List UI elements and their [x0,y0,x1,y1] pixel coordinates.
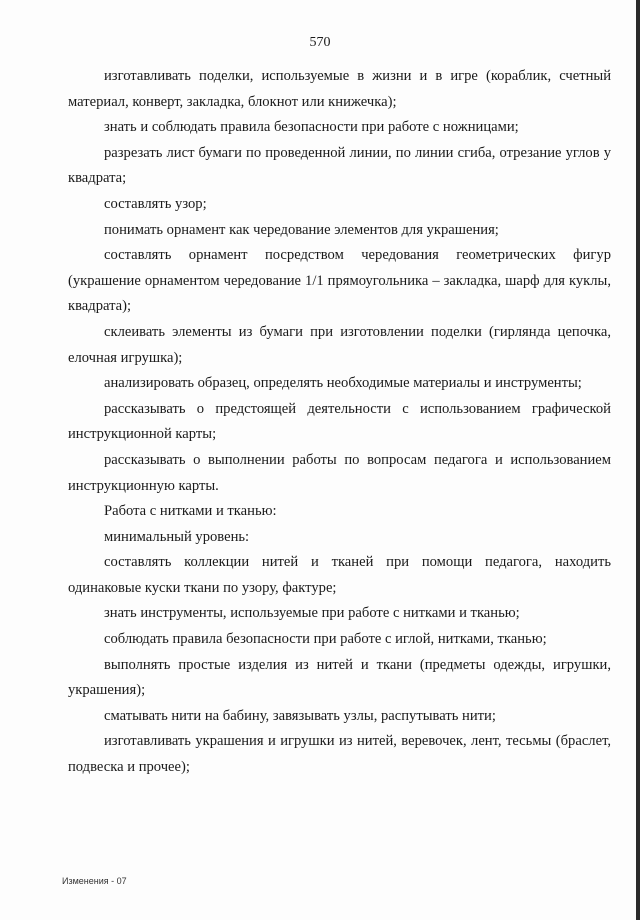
paragraph: анализировать образец, определять необходимые материалы и инструменты; [104,375,582,392]
paragraph: рассказывать о выполнении работы по вопросам педагога и использованием инструкционную карты. [68,451,611,494]
page-footer: Изменения - 07 [62,876,127,886]
paragraph: составлять коллекции нитей и тканей при помощи педагога, находить одинаковые куски ткани по узору, фактуре; [68,554,611,596]
paragraph: понимать орнамент как чередование элементов для украшения; [104,221,499,238]
scan-edge [636,0,640,920]
paragraph: склеивать элементы из бумаги при изготовлении поделки (гирлянда цепочка, елочная игрушка); [68,323,611,366]
paragraph: составлять узор; [104,195,207,212]
paragraph: знать и соблюдать правила безопасности при работе с ножницами; [104,119,519,136]
paragraph: рассказывать о предстоящей деятельности с использованием графической инструкционной карты; [68,400,611,443]
paragraph: знать инструменты, используемые при работе с нитками и тканью; [104,605,520,622]
paragraph: составлять орнамент посредством чередования геометрических фигур (украшение орнаментом чередование 1/1 прямоугольника – закладка, шарф для куклы, квадрата); [68,247,611,315]
page-number: 570 [309,35,331,50]
paragraph: изготавливать украшения и игрушки из нитей, веревочек, лент, тесьмы (браслет, подвеска и прочее); [68,733,611,776]
level-heading: минимальный уровень: [104,528,250,545]
paragraph: изготавливать поделки, используемые в жизни и в игре (кораблик, счетный материал, конверт, закладка, блокнот или книжечка); [68,68,611,110]
paragraph: соблюдать правила безопасности при работе с иглой, нитками, тканью; [104,631,547,648]
paragraph: выполнять простые изделия из нитей и ткани (предметы одежды, игрушки, украшения); [68,656,611,699]
paragraph: разрезать лист бумаги по проведенной линии, по линии сгиба, отрезание углов у квадрата; [68,144,611,187]
paragraph: сматывать нити на бабину, завязывать узлы, распутывать нити; [104,707,496,724]
section-heading: Работа с нитками и тканью: [104,503,277,520]
document-body [68,64,611,781]
